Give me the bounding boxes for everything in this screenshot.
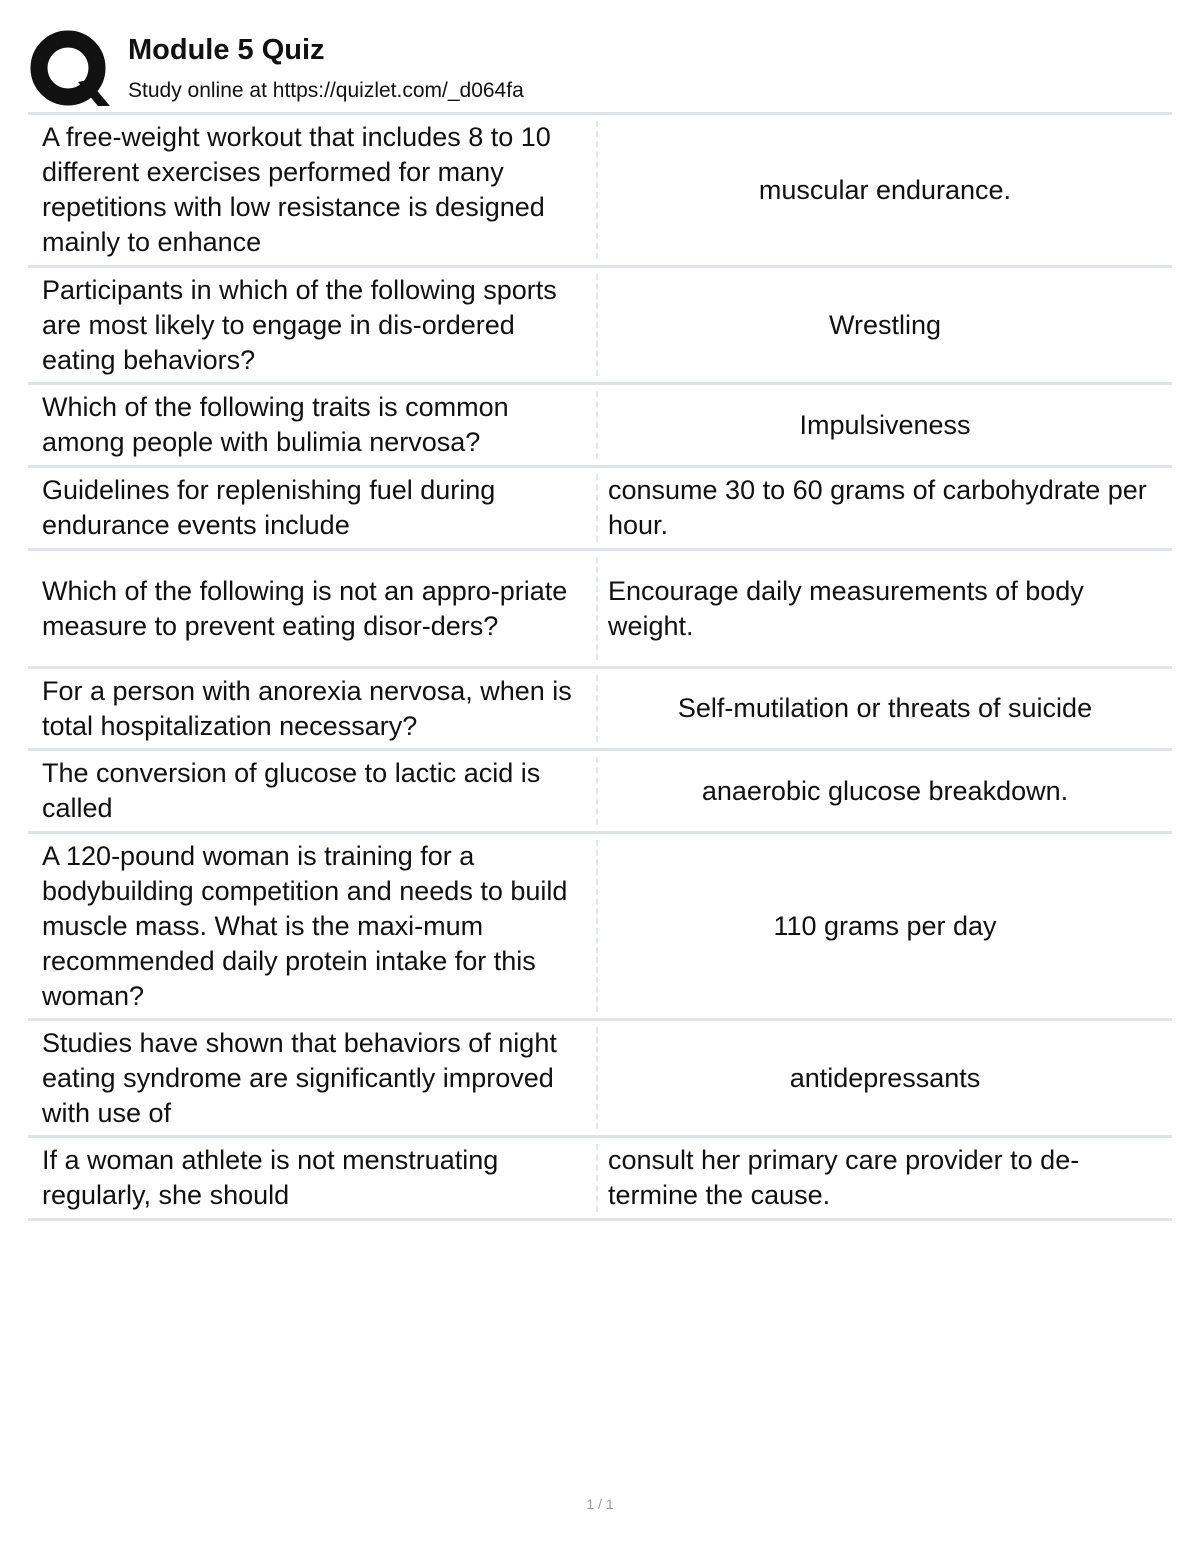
definition-text: Wrestling [828, 309, 942, 340]
quizlet-logo-icon [30, 30, 110, 110]
term-text: The conversion of glucose to lactic acid is called [28, 751, 598, 831]
flashcard-row [28, 1138, 1172, 1221]
study-link-text: Study online at https://quizlet.com/_d064fa [128, 79, 524, 102]
page-indicator: 1 / 1 [586, 1496, 614, 1512]
flashcard-table [28, 112, 1172, 1221]
term-text: Which of the following is not an appro-priate measure to prevent eating disor-ders? [28, 551, 598, 666]
definition-text: Encourage daily measurements of body weight. [608, 575, 1084, 641]
definition-text: muscular endurance. [758, 174, 1012, 205]
flashcard-row [28, 468, 1172, 551]
term-text: If a woman athlete is not menstruating regularly, she should [28, 1138, 598, 1218]
term-text: Which of the following traits is common among people with bulimia nervosa? [28, 385, 598, 465]
flashcard-row [28, 1021, 1172, 1138]
flashcard-row [28, 669, 1172, 751]
definition-text: 110 grams per day [773, 910, 997, 941]
document-header [28, 28, 1172, 108]
term-text: For a person with anorexia nervosa, when is total hospitalization necessary? [28, 669, 598, 748]
flashcard-row [28, 834, 1172, 1021]
flashcard-row [28, 268, 1172, 385]
flashcard-row [28, 115, 1172, 268]
term-text: Participants in which of the following sports are most likely to engage in dis-ordered eating behaviors? [28, 268, 598, 382]
definition-text: Impulsiveness [799, 409, 971, 440]
term-text: A 120-pound woman is training for a bodybuilding competition and needs to build muscle mass. What is the maxi-mum recommended daily protein intake for this woman? [28, 834, 598, 1018]
term-text: Studies have shown that behaviors of night eating syndrome are significantly improved with use of [28, 1021, 598, 1135]
definition-text: consult her primary care provider to de-termine the cause. [608, 1145, 1080, 1210]
page-title: Module 5 Quiz [128, 34, 325, 66]
term-text: A free-weight workout that includes 8 to 10 different exercises performed for many repetitions with low resistance is designed mainly to enhance [28, 115, 598, 265]
flashcard-row [28, 751, 1172, 834]
flashcard-row [28, 385, 1172, 468]
definition-text: anaerobic glucose breakdown. [701, 775, 1069, 806]
definition-text: consume 30 to 60 grams of carbohydrate per hour. [608, 475, 1147, 540]
definition-text: antidepressants [789, 1062, 981, 1093]
term-text: Guidelines for replenishing fuel during endurance events include [28, 468, 598, 548]
definition-text: Self-mutilation or threats of suicide [677, 693, 1093, 723]
flashcard-row [28, 551, 1172, 669]
